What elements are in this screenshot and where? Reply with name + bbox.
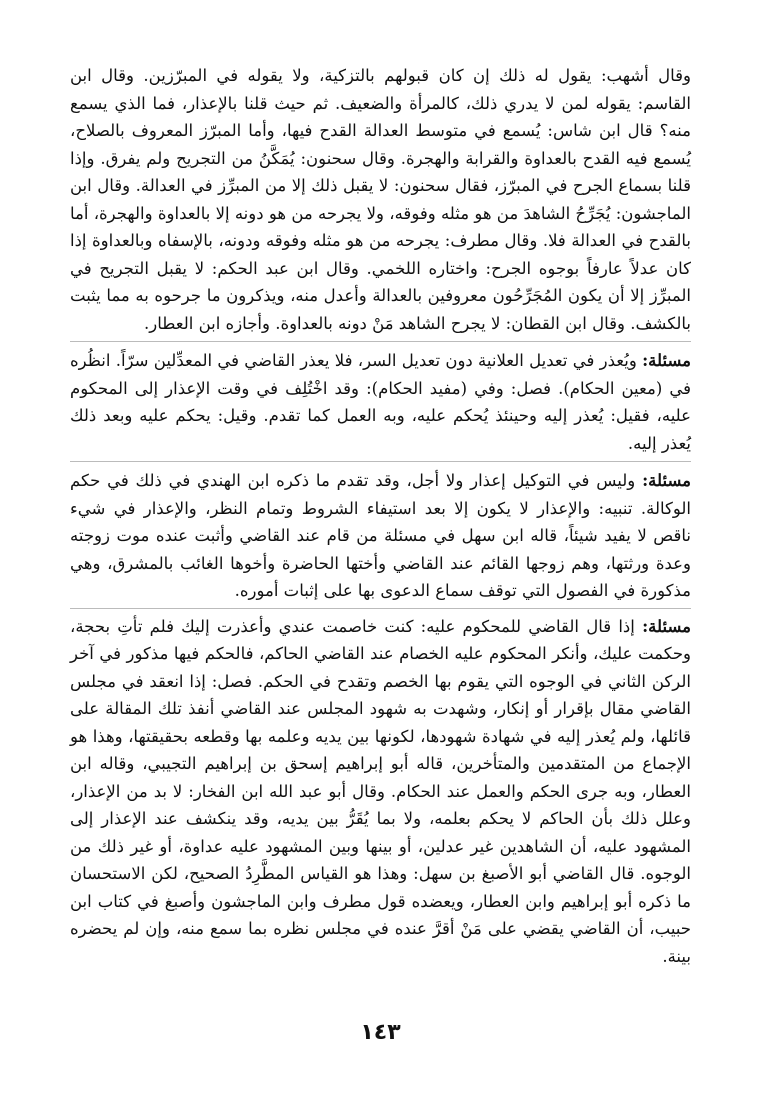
paragraph-text: وليس في التوكيل إعذار ولا أجل، وقد تقدم ما ذكره ابن الهندي في ذلك في حكم الوكالة. تنبيه: والإعذار لا يكون إلا بعد استيفاء الشروط وتمام النظر، والإعذار في شيء ناقص لا يفيد شيئاً، قاله ابن سهل في مسئلة من قام عند القاضي وأثبت عنده موت زوجته وعدة ورثتها، وهم زوجها القائم عند القاضي وأختها الحاضرة وأخوها الغائب بالمشرق، وهي مذكورة في الفصول التي توقف سماع الدعوى بها على إثبات أموره.: [70, 471, 691, 600]
document-body: [70, 62, 691, 970]
paragraph-text: ويُعذر في تعديل العلانية دون تعديل السر، فلا يعذر القاضي في المعدِّلين سرّاً. انظُره في (معين الحكام). فصل: وفي (مفيد الحكام): وقد اخْتُلِف في وقت الإعذار إلى المحكوم عليه، فقيل: يُعذر إليه وحينئذ يُحكم عليه، وبه العمل كما تقدم. وقيل: يحكم عليه وبعد ذلك يُعذر إليه.: [70, 351, 691, 453]
paragraph-heading: مسئلة:: [642, 471, 692, 490]
paragraph-masala-tadil: [70, 347, 691, 457]
section-divider: [70, 608, 691, 609]
paragraph-masala-qadi: [70, 613, 691, 971]
paragraph-ashhab: [70, 62, 691, 337]
paragraph-heading: مسئلة:: [642, 351, 692, 370]
section-divider: [70, 341, 691, 342]
page-number: ١٤٣: [360, 1020, 401, 1045]
paragraph-text: إذا قال القاضي للمحكوم عليه: كنت خاصمت عندي وأعذرت إليك فلم تأتِ بحجة، وحكمت عليك، وأنكر المحكوم عليه الخصام عند القاضي الحاكم، فالحكم فيها مذكور في آخر الركن الثاني في الوجوه التي يقوم بها الخصم وتقدح في الحكم. فصل: إذا انعقد في مجلس القاضي مقال بإقرار أو إنكار، وشهدت به شهود المجلس عند القاضي أنفذ تلك المقالة على قائلها، ولم يُعذر إليه في شهادة شهودها، لكونها بين يديه وعلمه بها وقطعه بحقيقتها، وهذا هو الإجماع من المتقدمين والمتأخرين، قاله أبو إبراهيم إسحق بن إبراهيم التجيبي، وقاله ابن العطار، وبه جرى الحكم والعمل عند الحكام. وقال أبو عبد الله ابن الفخار: لا بد من الإعذار، وعلل ذلك بأن الحاكم لا يحكم بعلمه، ولا بما يُقَرُّ بين يديه، وقد ينكشف عند الإعذار إلى المشهود عليه، أن الشاهدين غير عدلين، أو بينها وبين المشهود عليه عداوة، أو غير ذلك من الوجوه. قال القاضي أبو الأصبغ بن سهل: وهذا هو القياس المطَّرِدُ الصحيح، لكن الاستحسان ما ذكره أبو إبراهيم وابن العطار، ويعضده قول مطرف وابن الماجشون وأصبغ في كتاب ابن حبيب، أن القاضي يقضي على مَنْ أقرَّ عنده في مجلس نظره بما سمع منه، وإن لم يحضره بينة.: [70, 616, 691, 966]
paragraph-heading: مسئلة:: [642, 616, 691, 636]
paragraph-text: وقال أشهب: يقول له ذلك إن كان قبولهم بالتزكية، ولا يقوله في المبرّزين. وقال ابن القاسم: يقوله لمن لا يدري ذلك، كالمرأة والضعيف. ثم حيث قلنا بالإعذار، فما الذي يسمع منه؟ قال ابن شاس: يُسمع في متوسط العدالة القدح فيها، وأما المبرّز المعروف بالصلاح، يُسمع فيه القدح بالعداوة والقرابة والهجرة. وقال سحنون: يُمَكَّنُ من التجريح ولم يفرق. وإذا قلنا بسماع الجرح في المبرّز، فقال سحنون: لا يقبل ذلك إلا من المبرِّز في العدالة. وقال ابن الماجشون: يُجَرِّحُ الشاهدَ من هو مثله وفوقه، ولا يجرحه من هو دونه إلا بالعداوة والهجرة، أما بالقدح في العدالة فلا. وقال مطرف: يجرحه من هو مثله وفوقه ودونه، بالإسفاه وبالعداوة إذا كان عدلاً عارفاً بوجوه الجرح: واختاره اللخمي. وقال ابن عبد الحكم: لا يقبل التجريح في المبرِّز إلا أن يكون المُجَرِّحُون معروفين بالعدالة وأعدل منه، ويذكرون ما جرحوه به مما يثبت بالكشف. وقال ابن القطان: لا يجرح الشاهد مَنْ دونه بالعداوة. وأجازه ابن العطار.: [70, 66, 691, 333]
paragraph-masala-tawkil: [70, 467, 691, 605]
section-divider: [70, 461, 691, 462]
